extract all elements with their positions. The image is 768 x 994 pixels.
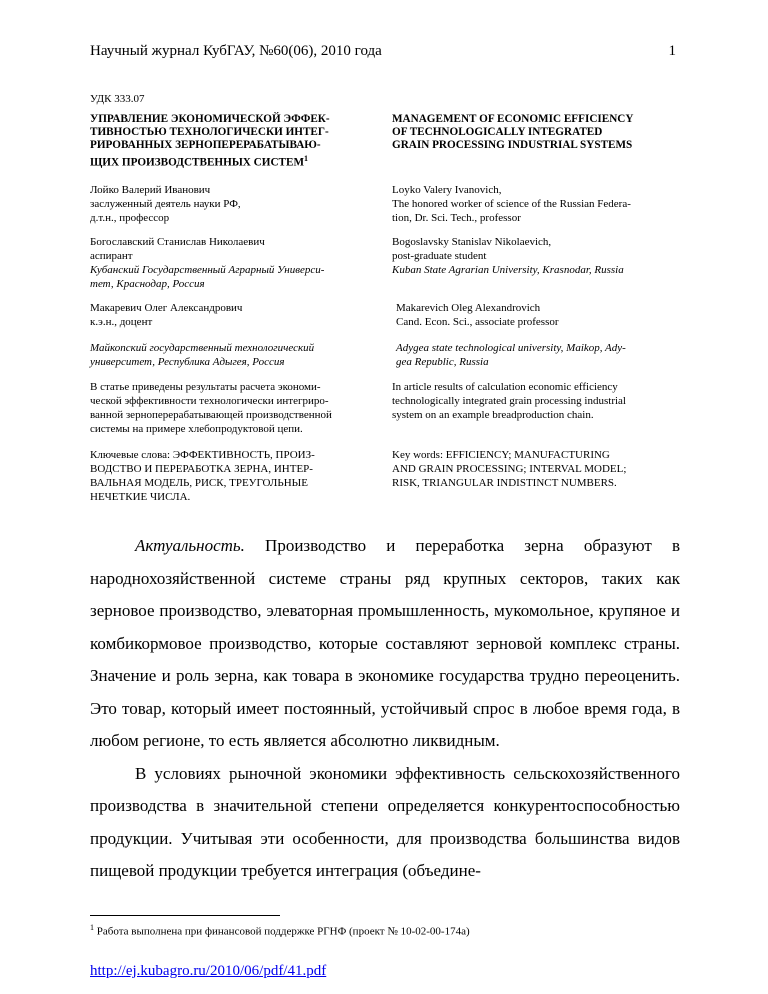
- udk-code: УДК 333.07: [90, 93, 145, 105]
- author-1-ru: Лойко Валерий Иванович заслуженный деятель науки РФ, д.т.н., профессор: [90, 184, 241, 224]
- footnote-divider: [90, 915, 280, 916]
- keywords-ru: Ключевые слова: ЭФФЕКТИВНОСТЬ, ПРОИЗ- ВОДСТВО И ПЕРЕРАБОТКА ЗЕРНА, ИНТЕР- ВАЛЬНАЯ МОДЕЛЬ, РИСК, ТРЕУГОЛЬНЫЕ НЕЧЕТКИЕ ЧИСЛА.: [90, 449, 315, 503]
- affiliation-3-en: Adygea state technological university, Maikop, Ady- gea Republic, Russia: [396, 342, 626, 368]
- footnote-mark: 1: [304, 154, 309, 163]
- article-url-link[interactable]: http://ej.kubagro.ru/2010/06/pdf/41.pdf: [90, 963, 327, 979]
- running-header: [90, 43, 680, 60]
- page-number: 1: [668, 43, 676, 59]
- affiliation-3-ru: Майкопский государственный технологический университет, Республика Адыгея, Россия: [90, 342, 315, 368]
- author-2-en: Bogoslavsky Stanislav Nikolaevich, post-graduate student Kuban State Agrarian University, Krasnodar, Russia: [392, 236, 624, 276]
- author-1-en: Loyko Valery Ivanovich, The honored worker of science of the Russian Federa- tion, Dr. Sci. Tech., professor: [392, 184, 631, 224]
- author-2-ru: Богославский Станислав Николаевич аспирант Кубанский Государственный Аграрный Универси- тет, Краснодар, Россия: [90, 236, 325, 290]
- author-3-ru: Макаревич Олег Александрович к.э.н., доцент: [90, 302, 243, 328]
- body-text: [90, 530, 680, 888]
- footnote: $^1$ Работа выполнена при финансовой поддержке РГНФ (проект № 10-02-00-174а): [90, 923, 470, 938]
- author-3-en: Makarevich Oleg Alexandrovich Cand. Econ. Sci., associate professor: [396, 302, 559, 328]
- title-en: MANAGEMENT OF ECONOMIC EFFICIENCY OF TECHNOLOGICALLY INTEGRATED GRAIN PROCESSING INDUSTRIAL SYSTEMS: [392, 113, 634, 151]
- section-lead: Актуальность.: [135, 536, 245, 555]
- journal-title: Научный журнал КубГАУ, №60(06), 2010 года: [90, 43, 382, 59]
- title-ru: УПРАВЛЕНИЕ ЭКОНОМИЧЕСКОЙ ЭФФЕК- ТИВНОСТЬЮ ТЕХНОЛОГИЧЕСКИ ИНТЕГ- РИРОВАННЫХ ЗЕРНОПЕРЕРАБАТЫВАЮ- ЩИХ ПРОИЗВОДСТВЕННЫХ СИСТЕМ$^1$: [90, 113, 330, 169]
- abstract-en: In article results of calculation economic efficiency technologically integrated grain processing industrial system on an example breadproduction chain.: [392, 381, 626, 421]
- paragraph-1: Актуальность. Производство и переработка зерна образуют в народнохозяйственной системе страны ряд крупных секторов, таких как зерновое производство, элеваторная промышленность, мукомольное, крупяное и комбикормовое производство, которые составляют зерновой комплекс страны. Значение и роль зерна, как товара в экономике государства трудно переоценить. Это товар, который имеет постоянный, устойчивый спрос в любое время года, в любом регионе, то есть является абсолютно ликвидным.: [90, 536, 680, 750]
- paragraph-2: В условиях рыночной экономики эффективность сельскохозяйственного производства в значительной степени определяется конкурентоспособностью продукции. Учитывая эти особенности, для производства большинства видов пищевой продукции требуется интеграция (объедине-: [90, 763, 680, 880]
- keywords-en: Key words: EFFICIENCY; MANUFACTURING AND GRAIN PROCESSING; INTERVAL MODEL; RISK, TRIANGULAR INDISTINCT NUMBERS.: [392, 449, 627, 489]
- abstract-ru: В статье приведены результаты расчета экономи- ческой эффективности технологически интегриро- ванной зерноперерабатывающей производственной системы на примере хлебопродуктовой цепи.: [90, 381, 332, 435]
